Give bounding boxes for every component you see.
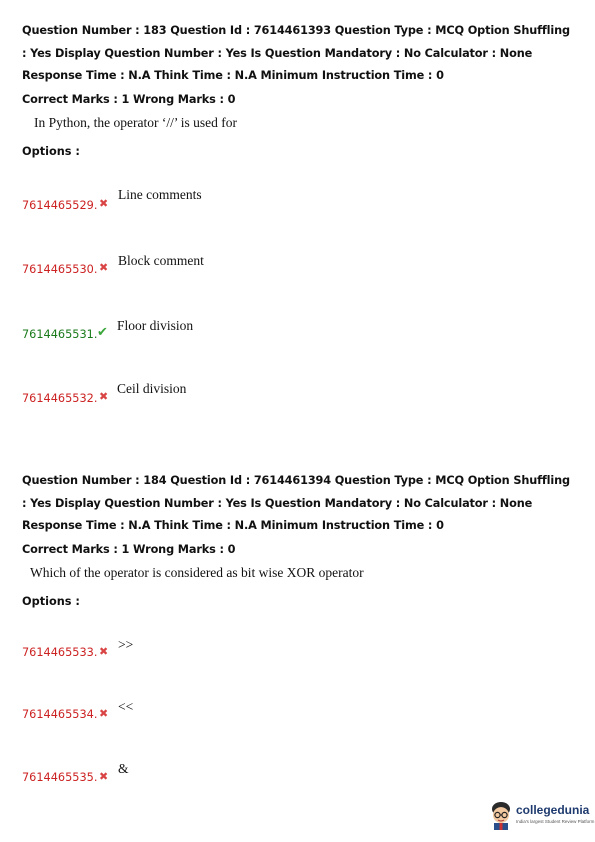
option[interactable] [22,637,422,677]
question-183 [22,20,578,160]
option[interactable] [22,761,422,801]
option-text: Ceil division [117,381,187,396]
marks-line: Correct Marks : 1 Wrong Marks : 0 [22,542,236,556]
option-id: 7614465529. [22,199,98,212]
cross-icon: ✖ [99,707,109,720]
option[interactable] [22,316,422,356]
options-184 [22,637,422,797]
option-id: 7614465532. [22,392,98,405]
options-183 [22,185,422,415]
options-label: Options : [22,594,80,608]
option-text: Floor division [117,318,194,333]
question-text: In Python, the operator ‘//’ is used for [34,114,237,130]
question-text: Which of the operator is considered as bit wise XOR operator [30,564,364,580]
option-id: 7614465534. [22,708,98,721]
check-icon: ✔ [97,325,108,340]
cross-icon: ✖ [99,197,109,210]
option-text: Line comments [118,187,202,202]
option[interactable] [22,251,422,291]
option[interactable] [22,185,422,225]
cross-icon: ✖ [99,261,109,274]
option[interactable] [22,699,422,739]
mascot-icon [489,800,513,830]
option-id: 7614465530. [22,263,98,276]
option-text: << [118,699,134,714]
options-label: Options : [22,144,80,158]
cross-icon: ✖ [99,645,109,658]
option-text: >> [118,637,134,652]
question-header: Question Number : 184 Question Id : 7614461394 Question Type : MCQ Option Shuffling : Yes Display Question Number : Yes Is Question Mandatory : No Calculator : None Response Time : N.A Think Time : N.A Minimum Instruction Time : 0 [22,474,570,532]
collegedunia-logo[interactable] [489,800,595,832]
logo-tagline: India's largest Student Review Platform [516,819,595,824]
cross-icon: ✖ [99,770,109,783]
option-text: & [118,761,129,776]
marks-line: Correct Marks : 1 Wrong Marks : 0 [22,92,236,106]
question-184 [22,470,578,610]
option-id: 7614465533. [22,646,98,659]
option-text: Block comment [118,253,204,268]
option[interactable] [22,379,422,419]
cross-icon: ✖ [99,390,109,403]
option-id: 7614465531. [22,328,98,341]
logo-name: collegedunia [516,803,590,817]
option-id: 7614465535. [22,771,98,784]
question-header: Question Number : 183 Question Id : 7614461393 Question Type : MCQ Option Shuffling : Yes Display Question Number : Yes Is Question Mandatory : No Calculator : None Response Time : N.A Think Time : N.A Minimum Instruction Time : 0 [22,24,570,82]
